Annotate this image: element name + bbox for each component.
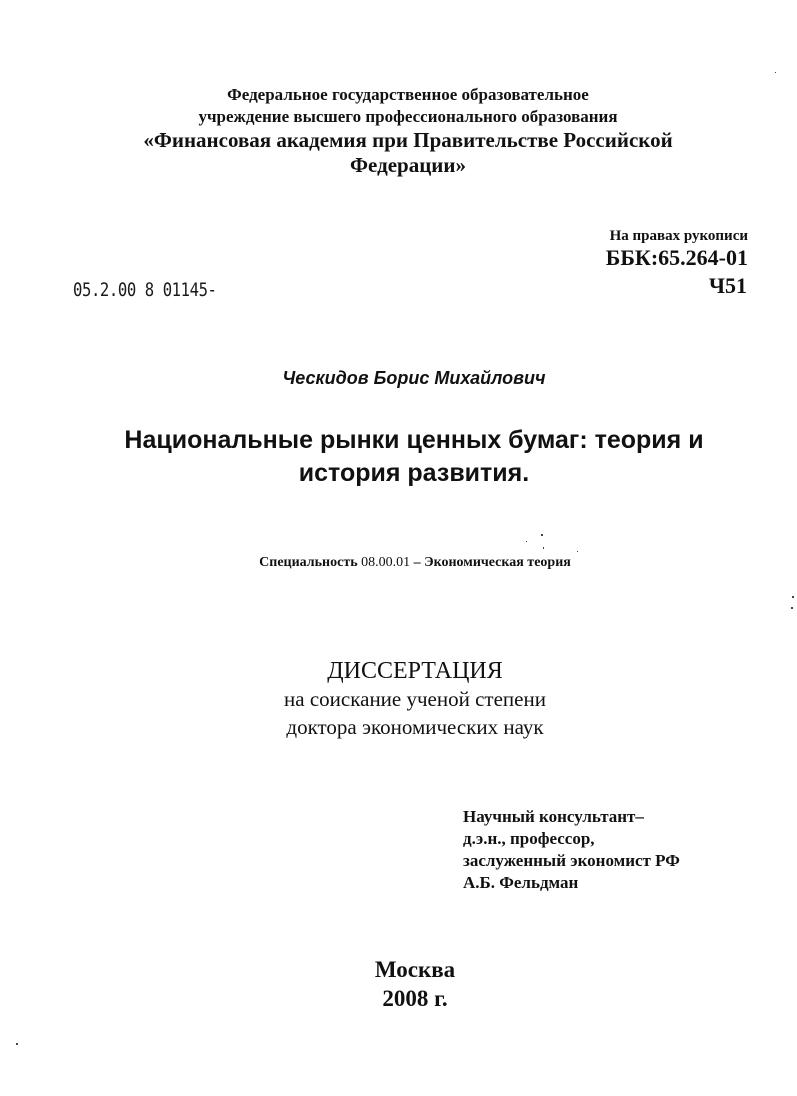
institution-line-3: «Финансовая академия при Правительстве Российской (143, 128, 673, 152)
consultant-line-2: д.э.н., профессор, (463, 829, 595, 848)
scan-speck (775, 72, 776, 73)
specialty-separator: – (413, 555, 421, 570)
title-line-2: история развития. (298, 459, 530, 487)
udk-code: Ч51 (708, 273, 747, 298)
specialty-name: Экономическая теория (424, 555, 571, 570)
dissertation-block (0, 657, 797, 741)
institution-line-1: Федеральное государственное образовательное (227, 85, 589, 104)
library-stamp-number: 05.2.00 8 01145- (73, 279, 217, 301)
bbk-code: ББК:65.264-01 (605, 245, 748, 270)
scan-speck (577, 551, 578, 552)
city: Москва (374, 957, 456, 982)
institution-line-2: учреждение высшего профессионального образования (198, 107, 618, 126)
scan-speck (543, 547, 544, 549)
place-and-year (0, 955, 797, 1013)
dissertation-line-3: доктора экономических наук (286, 715, 544, 739)
institution-header (0, 84, 797, 178)
year: 2008 г. (382, 986, 448, 1011)
dissertation-line-2: на соискание ученой степени (284, 687, 546, 711)
title-line-1: Национальные рынки ценных бумаг: теория и (124, 426, 704, 454)
manuscript-note: На правах рукописи (609, 228, 748, 244)
specialty-code: 08.00.01 (361, 555, 411, 570)
author-name: Ческидов Борис Михайлович (282, 368, 546, 388)
consultant-line-4: А.Б. Фельдман (463, 873, 579, 892)
institution-line-4: Федерации» (349, 153, 466, 177)
consultant-line-3: заслуженный экономист РФ (463, 851, 680, 870)
scan-speck (526, 541, 527, 542)
scan-speck (541, 534, 543, 536)
consultant-block (463, 806, 680, 894)
specialty-line (0, 555, 797, 571)
scan-speck (792, 596, 794, 598)
specialty-label: Специальность (259, 555, 358, 570)
dissertation-title (0, 424, 797, 490)
scan-speck (16, 1043, 18, 1045)
consultant-line-1: Научный консультант– (463, 807, 644, 826)
dissertation-heading: ДИССЕРТАЦИЯ (327, 658, 503, 684)
scan-speck (791, 607, 793, 609)
